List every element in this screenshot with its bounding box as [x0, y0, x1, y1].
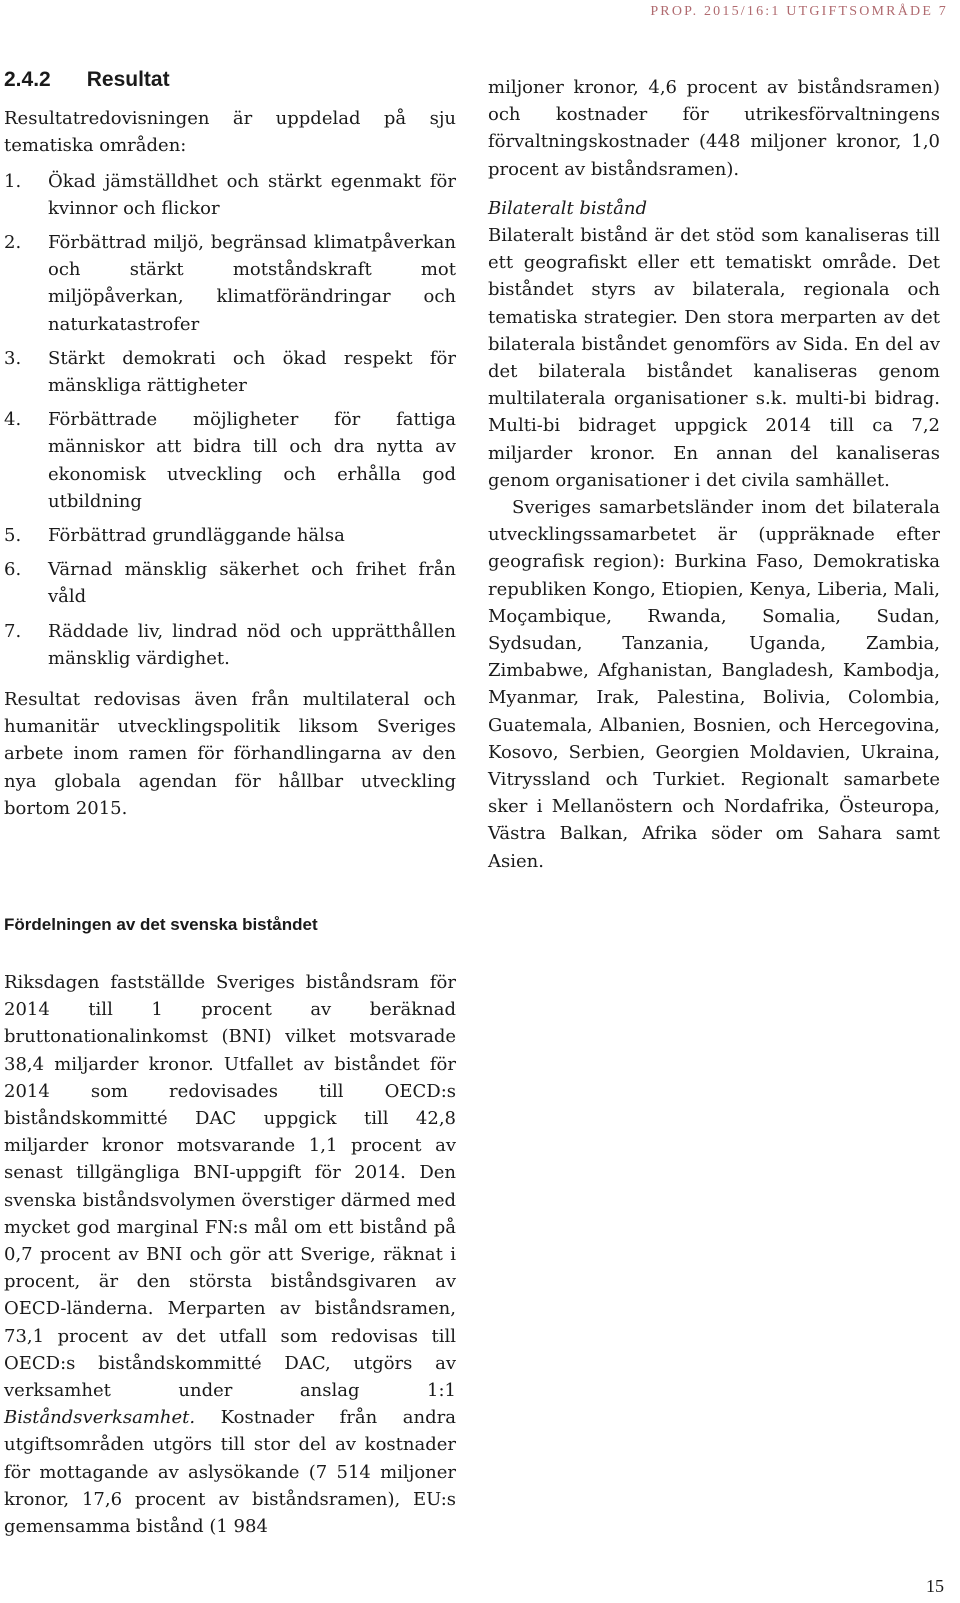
list-item-text: Förbättrad grundläggande hälsa: [48, 525, 345, 547]
list-item: [4, 522, 456, 549]
paragraph-text: Kostnader från andra utgiftsområden utgörs till stor del av kostnader för mottagande av aslysökande (7 514 miljoner kronor, 17,6 procent av biståndsramen), EU:s gemensamma bistånd (1 984: [4, 1407, 456, 1538]
list-item-text: Förbättrad miljö, begränsad klimatpåverkan och stärkt motståndskraft mot miljöpåverkan, klimatförändringar och naturkatastrofer: [48, 232, 456, 335]
paragraph-text: Riksdagen fastställde Sveriges biståndsram för 2014 till 1 procent av beräknad bruttonationalinkomst (BNI) vilket motsvarade 38,4 miljarder kronor. Utfallet av biståndet för 2014 som redovisades till OECD:s biståndskommitté DAC uppgick till 42,8 miljarder kronor motsvarande 1,1 procent av senast tillgängliga BNI-uppgift för 2014. Den svenska biståndsvolymen överstiger därmed med mycket god marginal FN:s mål om ett bistånd på 0,7 procent av BNI och gör att Sverige, räknat i procent, är den största biståndsgivaren av OECD-länderna. Merparten av biståndsramen, 73,1 procent av det utfall som redovisas till OECD:s biståndskommitté DAC, utgörs av verksamhet under anslag 1:1: [4, 972, 456, 1402]
bilateralt-paragraph: Bilateralt bistånd är det stöd som kanaliseras till ett geografiskt eller ett tematiskt område. Det biståndet styrs av bilaterala, regionala och tematiska strategier. Den stora merparten av det bilaterala biståndet genomförs av Sida. En del av det bilaterala biståndet kanaliseras genom multilaterala organisationer s.k. multi-bi bidrag. Multi-bi bidraget uppgick 2014 till ca 7,2 miljarder kronor. En annan del kanaliseras genom organisationer i det civila samhället.: [488, 225, 940, 491]
resultat-intro: Resultatredovisningen är uppdelad på sju tematiska områden:: [4, 108, 456, 157]
list-item-number: 5.: [4, 525, 22, 547]
list-item-text: Stärkt demokrati och ökad respekt för mänskliga rättigheter: [48, 347, 456, 397]
list-item-number: 4.: [4, 409, 22, 431]
fordelningen-heading: Fördelningen av det svenska biståndet: [4, 915, 318, 934]
partner-countries-paragraph: Sveriges samarbetsländer inom det bilaterala utvecklingssamarbetet är (uppräknade efter geografisk region): Burkina Faso, Demokratiska republiken Kongo, Etiopien, Kenya, Liberia, Mali, Moçambique, Rwanda, Somalia, Sudan, Sydsudan, Tanzania, Uganda, Zambia, Zimbabwe, Afghanistan, Bangladesh, Kambodja, Myanmar, Irak, Palestina, Bolivia, Colombia, Guatemala, Albanien, Bosnien, och Hercegovina, Kosovo, Serbien, Georgien Moldavien, Ukraina, Vitryssland och Turkiet. Regionalt samarbete sker i Mellanöstern och Nordafrika, Östeuropa, Västra Balkan, Afrika söder om Sahara samt Asien.: [488, 497, 940, 872]
fordelningen-paragraph: [4, 969, 456, 1540]
list-item: [4, 556, 456, 610]
left-column-bottom: [4, 969, 456, 1540]
list-item-number: 3.: [4, 347, 22, 369]
list-item-number: 1.: [4, 170, 22, 192]
list-item: [4, 618, 456, 672]
thematic-areas-list: [4, 168, 456, 672]
continuation-paragraph: miljoner kronor, 4,6 procent av biståndsramen) och kostnader för utrikesförvaltningens förvaltningskostnader (448 miljoner kronor, 1,0 procent av biståndsramen).: [488, 77, 940, 180]
running-header: PROP. 2015/16:1 UTGIFTSOMRÅDE 7: [650, 4, 948, 19]
section-heading-resultat: [4, 66, 456, 93]
section-number: 2.4.2: [4, 68, 51, 91]
section-title: Resultat: [86, 68, 170, 91]
list-item: [4, 168, 456, 222]
list-item: [4, 406, 456, 515]
list-item-text: Räddade liv, lindrad nöd och upprätthållen mänsklig värdighet.: [48, 620, 456, 669]
bilateralt-subheading: Bilateralt bistånd: [488, 197, 648, 219]
left-column-top: [4, 66, 456, 822]
list-item-number: 6.: [4, 559, 22, 581]
right-column: [488, 74, 940, 875]
list-item-number: 2.: [4, 232, 22, 254]
appropriation-name: Biståndsverksamhet.: [4, 1407, 196, 1429]
list-item: [4, 345, 456, 399]
list-item-text: Förbättrade möjligheter för fattiga människor att bidra till och dra nytta av ekonomisk utveckling och erhålla god utbildning: [48, 409, 456, 512]
list-item-text: Värnad mänsklig säkerhet och frihet från våld: [48, 559, 456, 608]
list-item-number: 7.: [4, 620, 22, 642]
list-item-text: Ökad jämställdhet och stärkt egenmakt för kvinnor och flickor: [48, 170, 456, 219]
page-number: 15: [926, 1576, 944, 1596]
resultat-closing: Resultat redovisas även från multilateral och humanitär utvecklingspolitik liksom Sveriges arbete inom ramen för förhandlingarna av den nya globala agendan för hållbar utveckling bortom 2015.: [4, 689, 456, 819]
list-item: [4, 229, 456, 338]
